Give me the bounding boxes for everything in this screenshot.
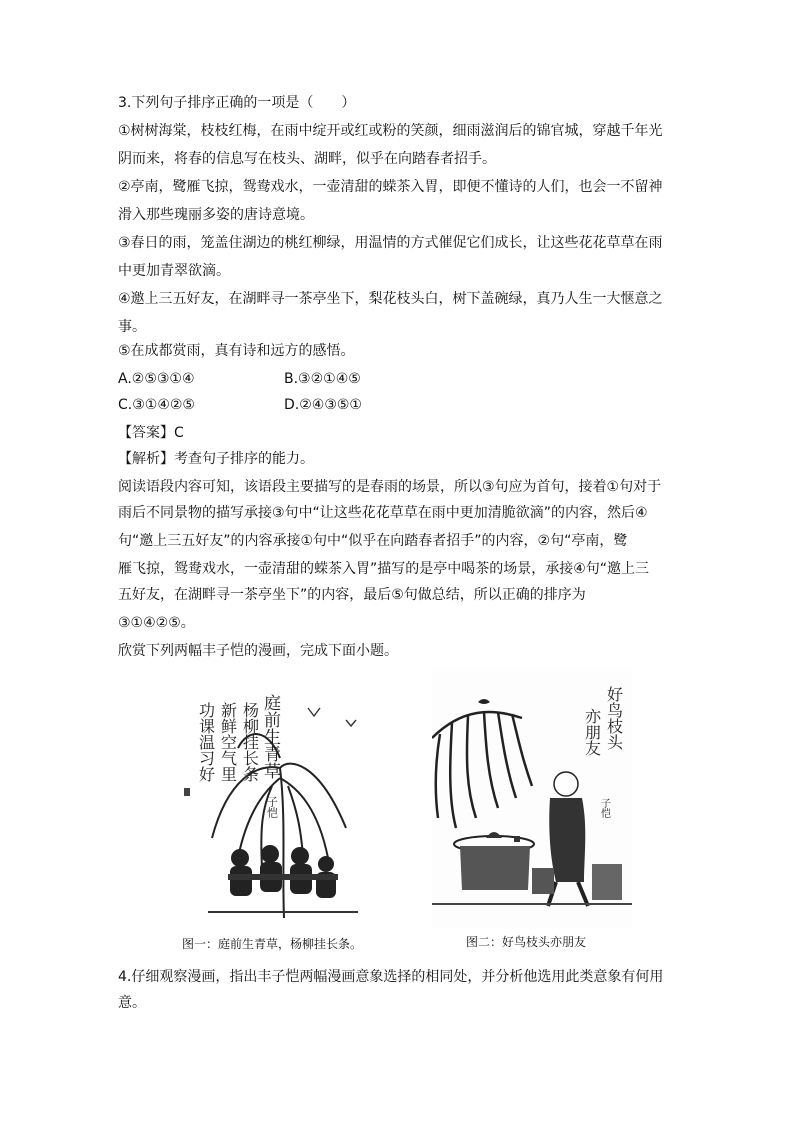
sentence-3-line-2: 中更加青翠欲滴。 — [118, 263, 230, 279]
inscription-col-2: 杨柳挂长条 — [240, 702, 260, 782]
question-4-line-1: 4.仔细观察漫画，指出丰子恺两幅漫画意象选择的相同处，并分析他选用此类意象有何用 — [118, 969, 664, 985]
analysis-line-5: 五好友，在湖畔寻一茶亭坐下”的内容，最后⑤句做总结，所以正确的排序为 — [118, 587, 586, 603]
sentence-5: ⑤在成都赏雨，真有诗和远方的感悟。 — [118, 343, 355, 359]
figure-1-cartoon — [168, 668, 392, 928]
intro-line: 欣赏下列两幅丰子恺的漫画，完成下面小题。 — [118, 643, 398, 659]
bird-icon — [308, 708, 320, 716]
sentence-1-line-1: ①树树海棠，枝枝红梅，在雨中绽开或红或粉的笑颜，细雨滋润后的锦官城，穿越千年光 — [118, 123, 663, 139]
table-icon — [228, 874, 338, 880]
analysis-line-4: 雁飞掠，鸳鸯戏水，一壶清甜的蝾茶入胃”描写的是亭中喝茶的场景，承接④句“邀上三 — [118, 561, 650, 577]
sentence-4-line-1: ④邀上三五好友，在湖畔寻一茶亭坐下，梨花枝头白，树下盖碗绿，真乃人生一大惬意之 — [118, 291, 663, 307]
seal-icon — [184, 788, 190, 796]
inscription-col-1: 好鸟枝头 — [604, 686, 624, 750]
figure-1-signature: 子恺 — [265, 796, 279, 818]
sentence-3-line-1: ③春日的雨，笼盖住湖边的桃红柳绿，用温情的方式催促它们成长，让这些花花草草在雨 — [118, 235, 663, 251]
option-a: A.②⑤③①④ — [118, 371, 195, 387]
figure-1-illustration — [168, 668, 392, 928]
sentence-2-line-1: ②亭南，鹭雁飞掠，鸳鸯戏水，一壶清甜的蝾茶入胃，即便不懂诗的人们，也会一不留神 — [118, 179, 663, 195]
figure-2-caption: 图二：好鸟枝头亦朋友 — [466, 935, 587, 949]
inscription-col-3: 新鲜空气里 — [218, 702, 238, 782]
analysis-line-3: 句“邀上三五好友”的内容承接①句中“似乎在向踏春者招手”的内容，②句“亭南，鹭 — [118, 533, 628, 549]
tea-stump-table — [454, 832, 534, 890]
question-4-line-2: 意。 — [118, 995, 146, 1011]
inscription-col-1: 庭前生青草 — [260, 694, 280, 779]
teacup-icon — [514, 836, 520, 842]
option-d: D.②④③⑤① — [284, 397, 362, 413]
option-c: C.③①④②⑤ — [118, 397, 195, 413]
figure-2-illustration — [432, 668, 632, 928]
stump-seat — [532, 868, 554, 894]
figure-2-signature: 子恺 — [598, 798, 610, 818]
stump-seat — [592, 864, 622, 900]
analysis-line-2: 雨后不同景物的描写承接③句中“让这些花花草草在雨中更加清脆欲滴”的内容，然后④ — [118, 505, 648, 521]
sentence-1-line-2: 阴而来，将春的信息写在枝头、湖畔，似乎在向踏春者招手。 — [118, 151, 496, 167]
sentence-4-line-2: 事。 — [118, 319, 146, 335]
inscription-col-2: 亦朋友 — [582, 708, 602, 756]
bird-icon — [346, 720, 356, 726]
sentence-2-line-2: 滑入那些瑰丽多姿的唐诗意境。 — [118, 207, 314, 223]
analysis-line-1: 阅读语段内容可知，该语段主要描写的是春雨的场景，所以③句应为首句，接着①句对于 — [118, 479, 662, 495]
question-3-stem: 3.下列句子排序正确的一项是（ ） — [118, 95, 356, 111]
option-b: B.③②①④⑤ — [284, 371, 361, 387]
inscription-col-4: 功课温习好 — [196, 702, 216, 782]
analysis-head: 【解析】考查句子排序的能力。 — [118, 451, 314, 467]
figure-1-caption: 图一：庭前生青草，杨柳挂长条。 — [182, 937, 363, 951]
analysis-line-6: ③①④②⑤。 — [118, 615, 195, 631]
answer: 【答案】C — [118, 425, 184, 441]
figure-2-cartoon — [432, 668, 632, 928]
